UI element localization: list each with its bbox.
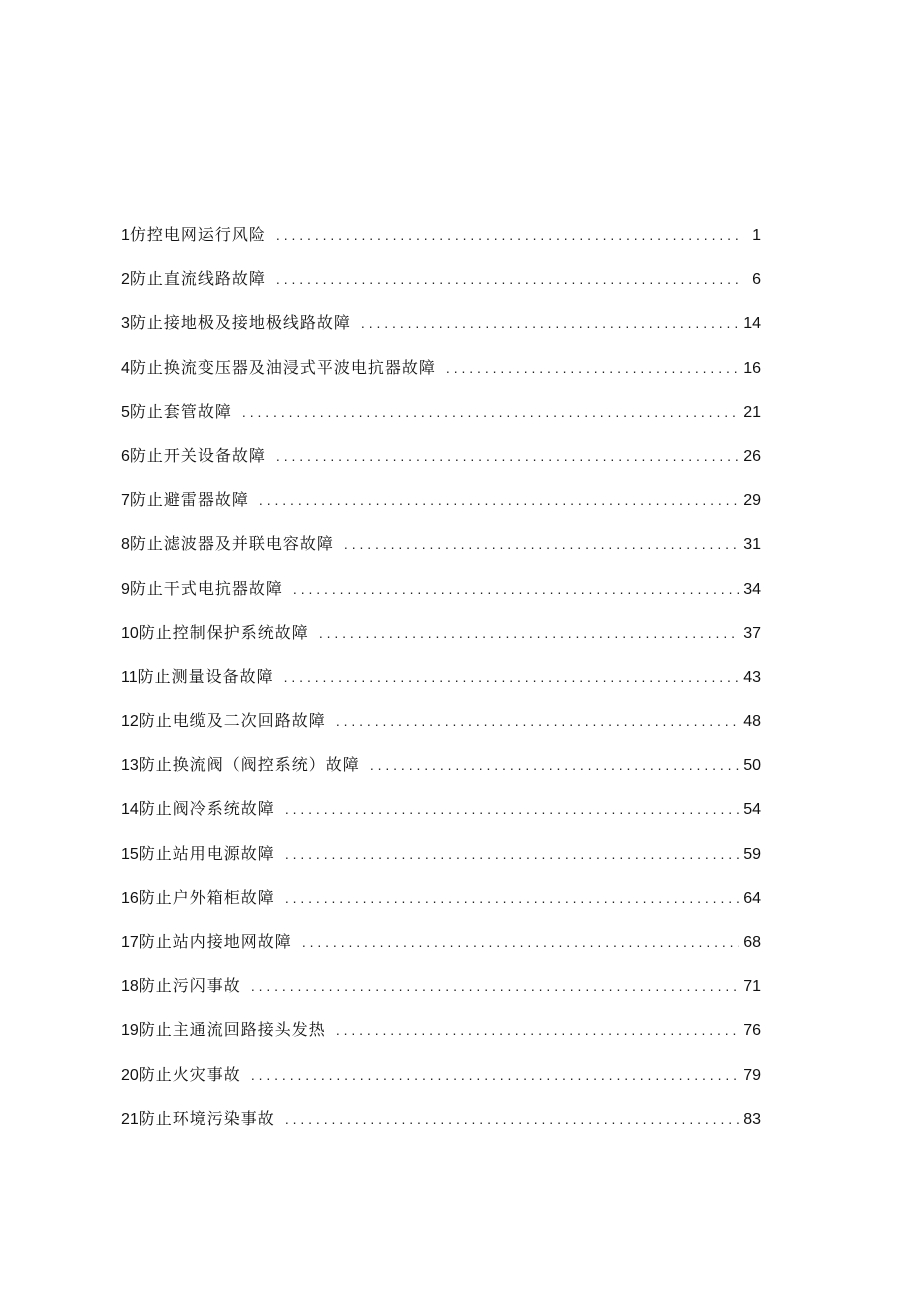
toc-entry-number: 10 — [121, 624, 139, 642]
toc-entry-page-number: 26 — [743, 447, 761, 465]
toc-dot-leader — [276, 227, 739, 243]
toc-entry-number: 14 — [121, 801, 139, 819]
toc-entry-title: 仿控电网运行风险 — [129, 225, 266, 244]
toc-dot-leader — [336, 713, 739, 729]
toc-entry[interactable] — [121, 664, 761, 690]
toc-dot-leader — [242, 404, 739, 420]
toc-dot-leader — [302, 934, 739, 950]
toc-entry-page-number: 59 — [743, 845, 761, 863]
toc-entry-number: 8 — [121, 536, 130, 554]
toc-entry-number: 16 — [121, 889, 139, 907]
toc-dot-leader — [285, 1111, 739, 1127]
toc-entry-title: 防止换流阀（阀控系统）故障 — [138, 755, 360, 775]
toc-entry-number: 3 — [121, 315, 130, 333]
toc-entry[interactable] — [121, 222, 761, 248]
toc-entry-number: 5 — [121, 403, 130, 421]
toc-entry[interactable] — [121, 929, 761, 955]
toc-entry[interactable] — [121, 1017, 761, 1043]
toc-entry-page-number: 83 — [743, 1110, 761, 1128]
toc-entry[interactable] — [121, 576, 761, 602]
toc-entry[interactable] — [121, 266, 761, 292]
toc-dot-leader — [293, 581, 739, 597]
toc-entry-page-number: 37 — [743, 624, 761, 642]
toc-entry-page-number: 31 — [743, 536, 761, 554]
toc-entry-number: 19 — [121, 1022, 139, 1040]
toc-entry-number: 4 — [121, 359, 130, 377]
toc-entry-title: 防止环境污染事故 — [138, 1108, 275, 1128]
toc-entry-number: 17 — [121, 934, 139, 951]
toc-dot-leader — [370, 757, 739, 773]
toc-entry-title: 防止接地极及接地极线路故障 — [129, 313, 351, 333]
toc-entry-title: 防止电缆及二次回路故障 — [138, 711, 326, 731]
toc-entry[interactable] — [121, 355, 761, 381]
toc-entry-number: 20 — [121, 1066, 139, 1084]
toc-entry[interactable] — [121, 973, 761, 999]
toc-dot-leader — [284, 669, 739, 685]
table-of-contents — [121, 222, 761, 1150]
toc-entry-page-number: 50 — [743, 757, 761, 775]
toc-entry-title: 防止火灾事故 — [138, 1064, 241, 1084]
toc-dot-leader — [285, 890, 739, 906]
toc-entry-number: 11 — [121, 668, 138, 686]
toc-dot-leader — [446, 360, 739, 376]
toc-entry-page-number: 34 — [743, 580, 761, 598]
toc-dot-leader — [285, 801, 739, 817]
toc-dot-leader — [259, 492, 739, 508]
toc-entry[interactable] — [121, 796, 761, 822]
toc-dot-leader — [336, 1022, 739, 1038]
toc-entry[interactable] — [121, 443, 761, 469]
toc-entry-number: 7 — [121, 492, 130, 510]
toc-entry-title: 防止套管故障 — [129, 401, 232, 421]
toc-entry-title: 防止测量设备故障 — [137, 666, 274, 686]
toc-dot-leader — [285, 846, 739, 862]
toc-entry-number: 21 — [121, 1110, 139, 1128]
toc-entry[interactable] — [121, 531, 761, 557]
toc-entry[interactable] — [121, 310, 761, 336]
toc-entry-page-number: 76 — [743, 1022, 761, 1040]
toc-entry-title: 防止户外箱柜故障 — [138, 887, 275, 907]
toc-dot-leader — [319, 625, 739, 641]
toc-dot-leader — [251, 978, 739, 994]
toc-entry-page-number: 21 — [743, 403, 761, 421]
toc-entry-title: 防止阀冷系统故障 — [138, 799, 275, 819]
toc-entry[interactable] — [121, 399, 761, 425]
toc-entry-title: 防止避雷器故障 — [129, 490, 249, 510]
toc-entry[interactable] — [121, 708, 761, 734]
toc-entry-title: 防止开关设备故障 — [129, 445, 266, 465]
toc-dot-leader — [276, 448, 739, 464]
toc-dot-leader — [344, 536, 739, 552]
toc-entry[interactable] — [121, 1062, 761, 1088]
toc-entry-number: 1 — [121, 227, 130, 244]
toc-entry[interactable] — [121, 487, 761, 513]
toc-entry-title: 防止干式电抗器故障 — [129, 578, 283, 598]
toc-entry-title: 防止站内接地网故障 — [138, 932, 292, 951]
toc-entry-page-number: 64 — [743, 889, 761, 907]
toc-entry-title: 防止直流线路故障 — [129, 269, 266, 289]
toc-entry-number: 9 — [121, 580, 130, 598]
toc-entry-title: 防止主通流回路接头发热 — [138, 1020, 326, 1040]
toc-entry-page-number: 68 — [743, 934, 761, 951]
toc-entry-page-number: 14 — [743, 315, 761, 333]
toc-dot-leader — [276, 271, 739, 287]
toc-entry-number: 18 — [121, 978, 139, 996]
toc-entry-number: 6 — [121, 447, 130, 465]
toc-entry-title: 防止站用电源故障 — [138, 843, 275, 863]
toc-entry-title: 防止控制保护系统故障 — [138, 622, 309, 642]
toc-entry[interactable] — [121, 885, 761, 911]
toc-entry-page-number: 54 — [743, 801, 761, 819]
toc-entry[interactable] — [121, 620, 761, 646]
toc-entry-page-number: 71 — [743, 978, 761, 996]
toc-entry[interactable] — [121, 1106, 761, 1132]
toc-dot-leader — [361, 315, 739, 331]
toc-entry-title: 防止滤波器及并联电容故障 — [129, 534, 334, 554]
toc-entry-page-number: 16 — [743, 359, 761, 377]
toc-entry-page-number: 48 — [743, 713, 761, 731]
toc-entry-number: 13 — [121, 757, 139, 775]
toc-entry-page-number: 79 — [743, 1066, 761, 1084]
toc-entry[interactable] — [121, 841, 761, 867]
toc-entry-number: 2 — [121, 271, 130, 289]
toc-entry-title: 防止污闪事故 — [138, 976, 241, 996]
toc-entry-page-number: 43 — [743, 668, 761, 686]
toc-dot-leader — [251, 1067, 739, 1083]
toc-entry[interactable] — [121, 752, 761, 778]
toc-entry-title: 防止换流变压器及油浸式平波电抗器故障 — [129, 357, 436, 377]
toc-entry-page-number: 1 — [752, 227, 761, 244]
toc-entry-number: 15 — [121, 845, 139, 863]
toc-entry-number: 12 — [121, 713, 139, 731]
toc-entry-page-number: 6 — [752, 271, 761, 289]
toc-entry-page-number: 29 — [743, 492, 761, 510]
